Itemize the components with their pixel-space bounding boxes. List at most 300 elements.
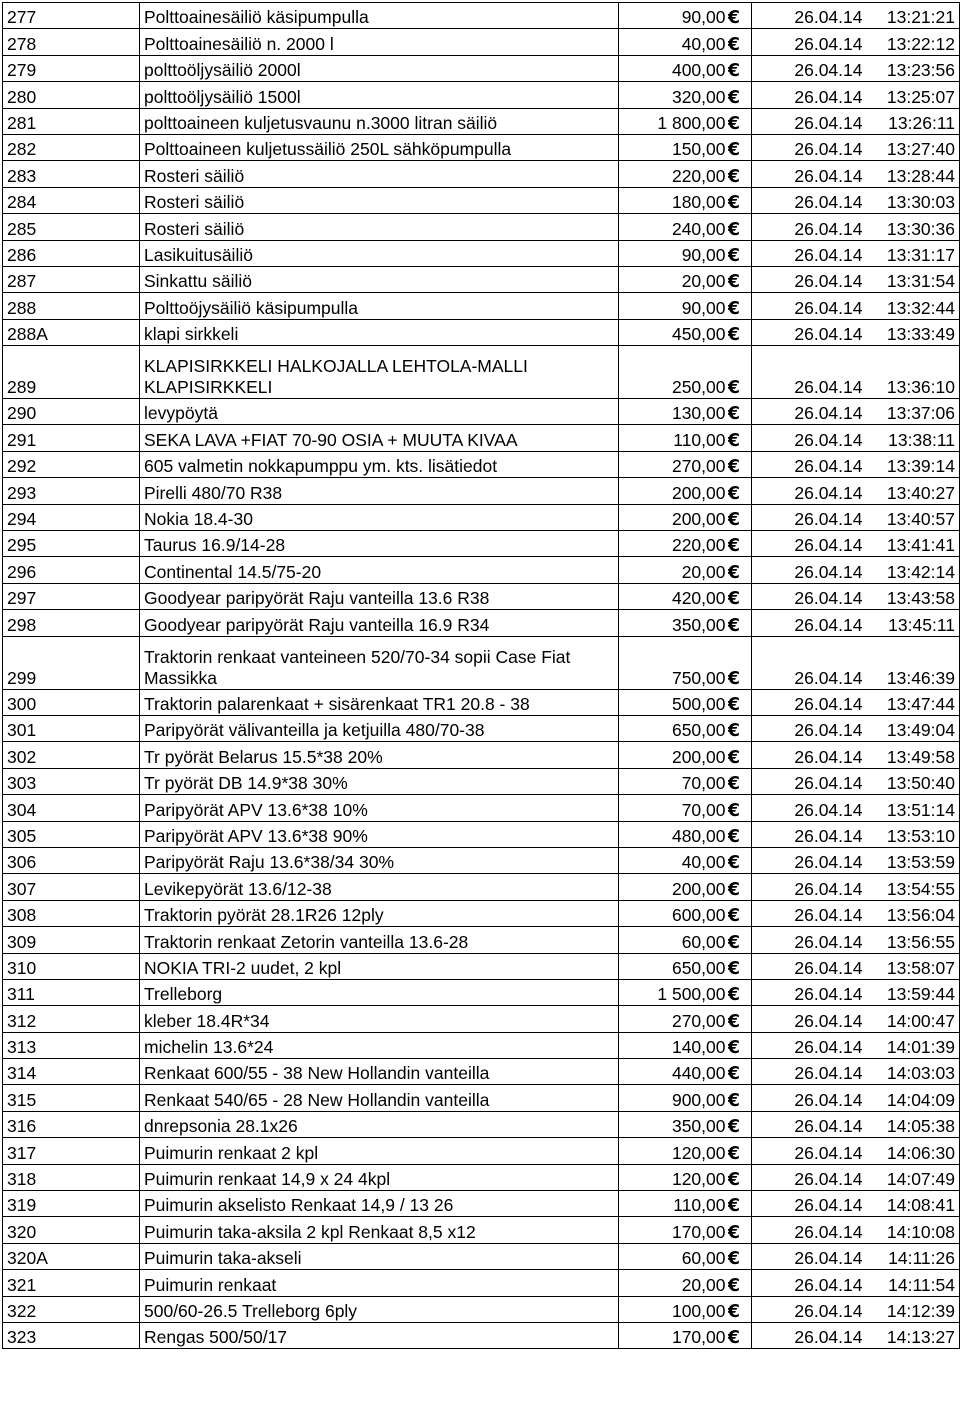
item-number: 316 xyxy=(3,1111,140,1137)
currency-cell xyxy=(728,3,752,29)
euro-icon: € xyxy=(727,799,741,821)
table-row xyxy=(3,1032,960,1058)
table-row xyxy=(3,504,960,530)
currency-cell xyxy=(728,214,752,240)
euro-icon: € xyxy=(727,1116,741,1138)
table-row xyxy=(3,1164,960,1190)
euro-icon: € xyxy=(727,1221,741,1243)
euro-icon: € xyxy=(727,825,741,847)
item-date: 26.04.14 xyxy=(752,134,866,160)
item-price: 750,00 xyxy=(619,636,728,689)
item-number: 282 xyxy=(3,134,140,160)
table-row xyxy=(3,1191,960,1217)
item-number: 291 xyxy=(3,425,140,451)
item-time: 13:31:17 xyxy=(866,240,960,266)
item-date: 26.04.14 xyxy=(752,953,866,979)
item-number: 304 xyxy=(3,795,140,821)
item-price: 1 500,00 xyxy=(619,979,728,1005)
table-row xyxy=(3,1059,960,1085)
item-price: 20,00 xyxy=(619,557,728,583)
item-date: 26.04.14 xyxy=(752,451,866,477)
item-date: 26.04.14 xyxy=(752,293,866,319)
table-row xyxy=(3,1138,960,1164)
euro-icon: € xyxy=(727,165,741,187)
item-date: 26.04.14 xyxy=(752,583,866,609)
item-number: 309 xyxy=(3,927,140,953)
item-description: Paripyörät välivanteilla ja ketjuilla 480/70-38 xyxy=(140,715,619,741)
item-time: 13:39:14 xyxy=(866,451,960,477)
table-row xyxy=(3,715,960,741)
item-date: 26.04.14 xyxy=(752,478,866,504)
item-price: 120,00 xyxy=(619,1138,728,1164)
item-price: 60,00 xyxy=(619,1243,728,1269)
currency-cell xyxy=(728,1217,752,1243)
currency-cell xyxy=(728,1296,752,1322)
item-time: 13:41:41 xyxy=(866,531,960,557)
item-description: polttoöljysäiliö 1500l xyxy=(140,82,619,108)
euro-icon: € xyxy=(727,218,741,240)
currency-cell xyxy=(728,134,752,160)
item-number: 319 xyxy=(3,1191,140,1217)
item-time: 14:11:26 xyxy=(866,1243,960,1269)
euro-icon: € xyxy=(727,1195,741,1217)
item-date: 26.04.14 xyxy=(752,742,866,768)
euro-icon: € xyxy=(727,244,741,266)
item-date: 26.04.14 xyxy=(752,214,866,240)
item-description: Puimurin taka-akseli xyxy=(140,1243,619,1269)
table-row xyxy=(3,478,960,504)
item-time: 13:49:04 xyxy=(866,715,960,741)
item-number: 320A xyxy=(3,1243,140,1269)
euro-icon: € xyxy=(727,377,741,399)
item-price: 220,00 xyxy=(619,531,728,557)
euro-icon: € xyxy=(727,482,741,504)
item-number: 313 xyxy=(3,1032,140,1058)
euro-icon: € xyxy=(727,667,741,689)
item-time: 13:46:39 xyxy=(866,636,960,689)
item-time: 13:23:56 xyxy=(866,55,960,81)
item-description: Paripyörät Raju 13.6*38/34 30% xyxy=(140,847,619,873)
item-price: 270,00 xyxy=(619,451,728,477)
currency-cell xyxy=(728,742,752,768)
item-number: 288A xyxy=(3,319,140,345)
table-row xyxy=(3,293,960,319)
table-row xyxy=(3,319,960,345)
item-number: 308 xyxy=(3,900,140,926)
item-price: 100,00 xyxy=(619,1296,728,1322)
item-time: 14:01:39 xyxy=(866,1032,960,1058)
euro-icon: € xyxy=(727,1327,741,1349)
item-date: 26.04.14 xyxy=(752,425,866,451)
currency-cell xyxy=(728,927,752,953)
euro-icon: € xyxy=(727,957,741,979)
item-number: 302 xyxy=(3,742,140,768)
euro-icon: € xyxy=(727,429,741,451)
item-description: polttoaineen kuljetusvaunu n.3000 litran säiliö xyxy=(140,108,619,134)
item-time: 14:07:49 xyxy=(866,1164,960,1190)
item-time: 13:30:03 xyxy=(866,187,960,213)
table-row xyxy=(3,768,960,794)
item-number: 278 xyxy=(3,29,140,55)
currency-cell xyxy=(728,689,752,715)
euro-icon: € xyxy=(727,112,741,134)
item-number: 297 xyxy=(3,583,140,609)
table-row xyxy=(3,425,960,451)
item-description: Paripyörät APV 13.6*38 10% xyxy=(140,795,619,821)
item-date: 26.04.14 xyxy=(752,1111,866,1137)
item-price: 650,00 xyxy=(619,715,728,741)
currency-cell xyxy=(728,1059,752,1085)
table-row xyxy=(3,187,960,213)
euro-icon: € xyxy=(727,271,741,293)
item-number: 312 xyxy=(3,1006,140,1032)
item-time: 13:25:07 xyxy=(866,82,960,108)
euro-icon: € xyxy=(727,535,741,557)
euro-icon: € xyxy=(727,1248,741,1270)
item-price: 180,00 xyxy=(619,187,728,213)
item-time: 13:33:49 xyxy=(866,319,960,345)
item-description: Levikepyörät 13.6/12-38 xyxy=(140,874,619,900)
item-price: 220,00 xyxy=(619,161,728,187)
item-description: Nokia 18.4-30 xyxy=(140,504,619,530)
item-date: 26.04.14 xyxy=(752,557,866,583)
item-date: 26.04.14 xyxy=(752,715,866,741)
euro-icon: € xyxy=(727,720,741,742)
table-row xyxy=(3,55,960,81)
euro-icon: € xyxy=(727,456,741,478)
item-description: Rosteri säiliö xyxy=(140,161,619,187)
currency-cell xyxy=(728,1138,752,1164)
table-row xyxy=(3,1217,960,1243)
currency-cell xyxy=(728,266,752,292)
item-number: 323 xyxy=(3,1322,140,1348)
item-time: 13:47:44 xyxy=(866,689,960,715)
currency-cell xyxy=(728,768,752,794)
table-row xyxy=(3,979,960,1005)
item-description: KLAPISIRKKELI HALKOJALLA LEHTOLA-MALLI KLAPISIRKKELI xyxy=(140,346,619,399)
item-number: 281 xyxy=(3,108,140,134)
item-price: 350,00 xyxy=(619,1111,728,1137)
item-time: 13:43:58 xyxy=(866,583,960,609)
item-date: 26.04.14 xyxy=(752,3,866,29)
currency-cell xyxy=(728,874,752,900)
currency-cell xyxy=(728,847,752,873)
item-price: 170,00 xyxy=(619,1322,728,1348)
item-date: 26.04.14 xyxy=(752,847,866,873)
item-date: 26.04.14 xyxy=(752,55,866,81)
item-description: Rosteri säiliö xyxy=(140,187,619,213)
item-date: 26.04.14 xyxy=(752,108,866,134)
euro-icon: € xyxy=(727,852,741,874)
item-time: 13:49:58 xyxy=(866,742,960,768)
item-description: Traktorin renkaat vanteineen 520/70-34 sopii Case Fiat Massikka xyxy=(140,636,619,689)
currency-cell xyxy=(728,979,752,1005)
currency-cell xyxy=(728,319,752,345)
item-number: 283 xyxy=(3,161,140,187)
item-date: 26.04.14 xyxy=(752,795,866,821)
item-number: 290 xyxy=(3,399,140,425)
table-row xyxy=(3,1085,960,1111)
item-date: 26.04.14 xyxy=(752,161,866,187)
item-price: 500,00 xyxy=(619,689,728,715)
euro-icon: € xyxy=(727,1037,741,1059)
currency-cell xyxy=(728,504,752,530)
item-description: Tr pyörät DB 14.9*38 30% xyxy=(140,768,619,794)
currency-cell xyxy=(728,1032,752,1058)
table-row xyxy=(3,636,960,689)
table-row xyxy=(3,927,960,953)
euro-icon: € xyxy=(727,297,741,319)
item-number: 293 xyxy=(3,478,140,504)
currency-cell xyxy=(728,451,752,477)
euro-icon: € xyxy=(727,403,741,425)
table-row xyxy=(3,1270,960,1296)
item-number: 311 xyxy=(3,979,140,1005)
currency-cell xyxy=(728,557,752,583)
item-date: 26.04.14 xyxy=(752,266,866,292)
currency-cell xyxy=(728,425,752,451)
item-price: 270,00 xyxy=(619,1006,728,1032)
currency-cell xyxy=(728,478,752,504)
item-number: 288 xyxy=(3,293,140,319)
item-time: 13:58:07 xyxy=(866,953,960,979)
item-number: 320 xyxy=(3,1217,140,1243)
item-time: 13:26:11 xyxy=(866,108,960,134)
item-date: 26.04.14 xyxy=(752,821,866,847)
item-time: 14:05:38 xyxy=(866,1111,960,1137)
item-description: Polttoainesäiliö käsipumpulla xyxy=(140,3,619,29)
item-number: 294 xyxy=(3,504,140,530)
euro-icon: € xyxy=(727,905,741,927)
item-price: 350,00 xyxy=(619,610,728,636)
item-date: 26.04.14 xyxy=(752,874,866,900)
item-number: 322 xyxy=(3,1296,140,1322)
item-price: 240,00 xyxy=(619,214,728,240)
item-time: 13:40:57 xyxy=(866,504,960,530)
euro-icon: € xyxy=(727,33,741,55)
currency-cell xyxy=(728,29,752,55)
item-price: 120,00 xyxy=(619,1164,728,1190)
euro-icon: € xyxy=(727,1169,741,1191)
item-description: Trelleborg xyxy=(140,979,619,1005)
item-date: 26.04.14 xyxy=(752,610,866,636)
table-row xyxy=(3,742,960,768)
item-time: 13:42:14 xyxy=(866,557,960,583)
euro-icon: € xyxy=(727,588,741,610)
item-time: 14:08:41 xyxy=(866,1191,960,1217)
item-date: 26.04.14 xyxy=(752,1217,866,1243)
item-price: 440,00 xyxy=(619,1059,728,1085)
table-body xyxy=(3,3,960,1349)
currency-cell xyxy=(728,1111,752,1137)
table-row xyxy=(3,82,960,108)
item-date: 26.04.14 xyxy=(752,399,866,425)
table-row xyxy=(3,399,960,425)
item-description: Renkaat 600/55 - 38 New Hollandin vanteilla xyxy=(140,1059,619,1085)
item-time: 13:22:12 xyxy=(866,29,960,55)
item-time: 14:13:27 xyxy=(866,1322,960,1348)
item-number: 307 xyxy=(3,874,140,900)
item-number: 321 xyxy=(3,1270,140,1296)
item-description: Traktorin renkaat Zetorin vanteilla 13.6-28 xyxy=(140,927,619,953)
item-description: dnrepsonia 28.1x26 xyxy=(140,1111,619,1137)
item-description: Rengas 500/50/17 xyxy=(140,1322,619,1348)
item-price: 900,00 xyxy=(619,1085,728,1111)
item-number: 287 xyxy=(3,266,140,292)
item-date: 26.04.14 xyxy=(752,531,866,557)
item-time: 14:12:39 xyxy=(866,1296,960,1322)
table-row xyxy=(3,1322,960,1348)
item-description: Polttoaineen kuljetussäiliö 250L sähköpumpulla xyxy=(140,134,619,160)
currency-cell xyxy=(728,240,752,266)
item-description: Lasikuitusäiliö xyxy=(140,240,619,266)
table-row xyxy=(3,266,960,292)
item-number: 317 xyxy=(3,1138,140,1164)
item-date: 26.04.14 xyxy=(752,1322,866,1348)
euro-icon: € xyxy=(727,86,741,108)
item-description: Traktorin pyörät 28.1R26 12ply xyxy=(140,900,619,926)
item-time: 13:38:11 xyxy=(866,425,960,451)
item-number: 285 xyxy=(3,214,140,240)
euro-icon: € xyxy=(727,1300,741,1322)
table-row xyxy=(3,583,960,609)
currency-cell xyxy=(728,583,752,609)
euro-icon: € xyxy=(727,139,741,161)
item-price: 200,00 xyxy=(619,504,728,530)
euro-icon: € xyxy=(727,878,741,900)
item-price: 20,00 xyxy=(619,266,728,292)
euro-icon: € xyxy=(727,1089,741,1111)
currency-cell xyxy=(728,531,752,557)
item-number: 314 xyxy=(3,1059,140,1085)
item-price: 450,00 xyxy=(619,319,728,345)
item-time: 13:59:44 xyxy=(866,979,960,1005)
item-date: 26.04.14 xyxy=(752,768,866,794)
item-description: Traktorin palarenkaat + sisärenkaat TR1 20.8 - 38 xyxy=(140,689,619,715)
euro-icon: € xyxy=(727,60,741,82)
item-description: levypöytä xyxy=(140,399,619,425)
item-date: 26.04.14 xyxy=(752,636,866,689)
item-number: 300 xyxy=(3,689,140,715)
table-row xyxy=(3,1111,960,1137)
currency-cell xyxy=(728,1322,752,1348)
item-number: 280 xyxy=(3,82,140,108)
item-number: 306 xyxy=(3,847,140,873)
item-time: 13:21:21 xyxy=(866,3,960,29)
item-time: 13:31:54 xyxy=(866,266,960,292)
item-time: 14:11:54 xyxy=(866,1270,960,1296)
euro-icon: € xyxy=(727,1063,741,1085)
item-price: 400,00 xyxy=(619,55,728,81)
item-time: 14:06:30 xyxy=(866,1138,960,1164)
item-price: 70,00 xyxy=(619,795,728,821)
item-description: 500/60-26.5 Trelleborg 6ply xyxy=(140,1296,619,1322)
item-number: 298 xyxy=(3,610,140,636)
euro-icon: € xyxy=(727,509,741,531)
item-number: 289 xyxy=(3,346,140,399)
item-price: 200,00 xyxy=(619,742,728,768)
table-row xyxy=(3,795,960,821)
item-description: Renkaat 540/65 - 28 New Hollandin vanteilla xyxy=(140,1085,619,1111)
item-time: 13:51:14 xyxy=(866,795,960,821)
euro-icon: € xyxy=(727,931,741,953)
table-row xyxy=(3,557,960,583)
item-date: 26.04.14 xyxy=(752,689,866,715)
item-time: 13:37:06 xyxy=(866,399,960,425)
item-time: 13:54:55 xyxy=(866,874,960,900)
item-price: 170,00 xyxy=(619,1217,728,1243)
item-date: 26.04.14 xyxy=(752,1296,866,1322)
item-time: 13:40:27 xyxy=(866,478,960,504)
currency-cell xyxy=(728,900,752,926)
item-date: 26.04.14 xyxy=(752,927,866,953)
table-row xyxy=(3,531,960,557)
table-row xyxy=(3,214,960,240)
item-number: 295 xyxy=(3,531,140,557)
item-price: 600,00 xyxy=(619,900,728,926)
item-description: Rosteri säiliö xyxy=(140,214,619,240)
item-price: 90,00 xyxy=(619,293,728,319)
currency-cell xyxy=(728,293,752,319)
item-time: 13:56:04 xyxy=(866,900,960,926)
item-number: 286 xyxy=(3,240,140,266)
item-price: 200,00 xyxy=(619,478,728,504)
item-price: 140,00 xyxy=(619,1032,728,1058)
currency-cell xyxy=(728,1243,752,1269)
item-description: Goodyear paripyörät Raju vanteilla 16.9 R34 xyxy=(140,610,619,636)
item-price: 40,00 xyxy=(619,847,728,873)
item-description: Pirelli 480/70 R38 xyxy=(140,478,619,504)
item-description: Puimurin renkaat 2 kpl xyxy=(140,1138,619,1164)
currency-cell xyxy=(728,610,752,636)
euro-icon: € xyxy=(727,1010,741,1032)
item-description: Continental 14.5/75-20 xyxy=(140,557,619,583)
item-description: Puimurin akselisto Renkaat 14,9 / 13 26 xyxy=(140,1191,619,1217)
table-row xyxy=(3,134,960,160)
table-row xyxy=(3,108,960,134)
item-date: 26.04.14 xyxy=(752,1138,866,1164)
item-price: 320,00 xyxy=(619,82,728,108)
euro-icon: € xyxy=(727,614,741,636)
currency-cell xyxy=(728,715,752,741)
item-description: Sinkattu säiliö xyxy=(140,266,619,292)
currency-cell xyxy=(728,161,752,187)
item-time: 13:30:36 xyxy=(866,214,960,240)
item-description: NOKIA TRI-2 uudet, 2 kpl xyxy=(140,953,619,979)
item-number: 303 xyxy=(3,768,140,794)
item-time: 13:27:40 xyxy=(866,134,960,160)
euro-icon: € xyxy=(727,746,741,768)
item-number: 305 xyxy=(3,821,140,847)
item-price: 1 800,00 xyxy=(619,108,728,134)
item-number: 277 xyxy=(3,3,140,29)
item-time: 14:04:09 xyxy=(866,1085,960,1111)
item-date: 26.04.14 xyxy=(752,82,866,108)
table-row xyxy=(3,161,960,187)
item-date: 26.04.14 xyxy=(752,900,866,926)
item-description: Puimurin renkaat xyxy=(140,1270,619,1296)
table-row xyxy=(3,1296,960,1322)
item-number: 315 xyxy=(3,1085,140,1111)
item-number: 292 xyxy=(3,451,140,477)
table-row xyxy=(3,451,960,477)
item-time: 13:50:40 xyxy=(866,768,960,794)
item-date: 26.04.14 xyxy=(752,504,866,530)
item-price: 150,00 xyxy=(619,134,728,160)
item-price: 110,00 xyxy=(619,425,728,451)
item-price: 250,00 xyxy=(619,346,728,399)
euro-icon: € xyxy=(727,984,741,1006)
